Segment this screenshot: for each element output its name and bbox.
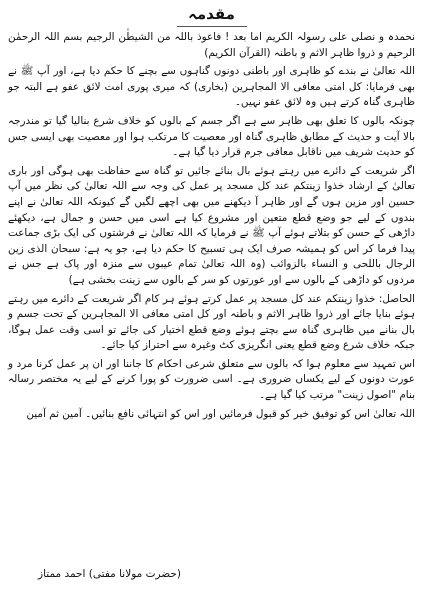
title-underline	[177, 26, 247, 27]
paragraph-sharia-adornment: اگر شریعت کے دائرے میں رہتے ہوئے بال بنائے جائیں تو گناہ سے حفاظت بھی ہوگی اور باری تعالیٰ کے ارشاد خذوا زینتکم عند کل مسجد پر عمل کی وجہ سے اللہ تعالیٰ کی نظر میں آپ حسین اور مزین ہوں گے اور ظاہر آ دیکھنے میں بھی اچھے لگیں گے کیونکہ اللہ تعالیٰ نے اپنے بندوں کے لیے جو وضع قطع متعین اور مشروع کیا ہے اسی میں حسن و جمال ہے، دیکھئے داڑھی کے حسن کو بتلاتے ہوئے آپ ﷺ نے فرمایا کہ اللہ تعالیٰ نے فرشتوں کی ایک بڑی جماعت پیدا فرما کر اس کو ہمیشہ صرف ایک ہی تسبیح کا حکم دیا ہے، جو یہ ہے: سبحان الذی زین الرجال باللحی و النساء بالزوائب (وہ اللہ تعالیٰ تمام عیبوں سے منزہ اور پاک ہے جس نے مردوں کو داڑھی کے بالوں سے اور عورتوں کو سر کے بالوں سے زینت بخشی ہے)	[8, 164, 415, 286]
page-title: مقدمہ	[188, 5, 235, 23]
document-page	[8, 4, 415, 588]
paragraph-prayer: اللہ تعالیٰ اس کو توفیق خیر کو قبول فرمائیں اور اس کو انتہائی نافع بنائیں۔ آمین ثم آمین	[26, 407, 415, 420]
paragraph-hadith: اللہ تعالیٰ نے بندے کو ظاہری اور باطنی دونوں گناہوں سے بچنے کا حکم دیا ہے، اور آپ ﷺ نے بھی فرمایا: کل امتی معافی الا المجاہرین (بخاری) کہ میری پوری امت لائق عفو ہے البتہ جو ظاہری گناہ کرتے ہیں وہ لائق عفو نہیں۔	[8, 65, 415, 109]
paragraph-purpose: اس تمہید سے معلوم ہوا کہ بالوں سے متعلق شرعی احکام کا جاننا اور ان پر عمل کرنا مرد و عورت دونوں کے لیے یکساں ضروری ہے۔ اسی ضرورت کو پورا کرنے کے لیے یہ مختصر رسالہ بنام "اصول زینت" مرتب کیا گیا ہے۔	[8, 357, 415, 402]
author-signature: (حضرت مولانا مفتی) احمد ممتاز	[38, 568, 181, 580]
paragraph-conclusion: الحاصل: خذوا زینتکم عند کل مسجد پر عمل کرتے ہوئے ہر کام اگر شریعت کے دائرے میں رہتے ہوئے بنایا جائے اور ذروا ظاہر الاثم و باطنہ اور کل امتی معافی الا المجاہرین کے تحت جسم و بال بنانے میں ظاہری گناہ سے بچتے ہوئے وضع قطع اختیار کی جائے تو اسی وقت عمل ہوگا، جبکہ خلاف شرع وضع قطع یعنی انگریزی کٹ وغیرہ سے احتراز کیا جائے۔	[8, 292, 415, 352]
paragraph-hair-ruling: چونکہ بالوں کا تعلق بھی ظاہر سے ہے اگر جسم کے بالوں کو خلاف شرع بنالیا گیا تو مندرجہ بالا آیت و حدیث کے مطابق ظاہری گناہ اور معصیت کا مرتکب ہوا اور معصیت بھی ایسی جس کو حدیث شریف میں ناقابل معافی جرم قرار دیا گیا ہے۔	[8, 114, 415, 159]
paragraph-opening: نحمدہ و نصلی علی رسولہ الکریم اما بعد ! فاعوذ باللہ من الشیطٰن الرجیم بسم اللہ الرحمٰن الرحیم و ذروا ظاہر الاثم و باطنہ (القرآن الکریم)	[8, 31, 415, 59]
